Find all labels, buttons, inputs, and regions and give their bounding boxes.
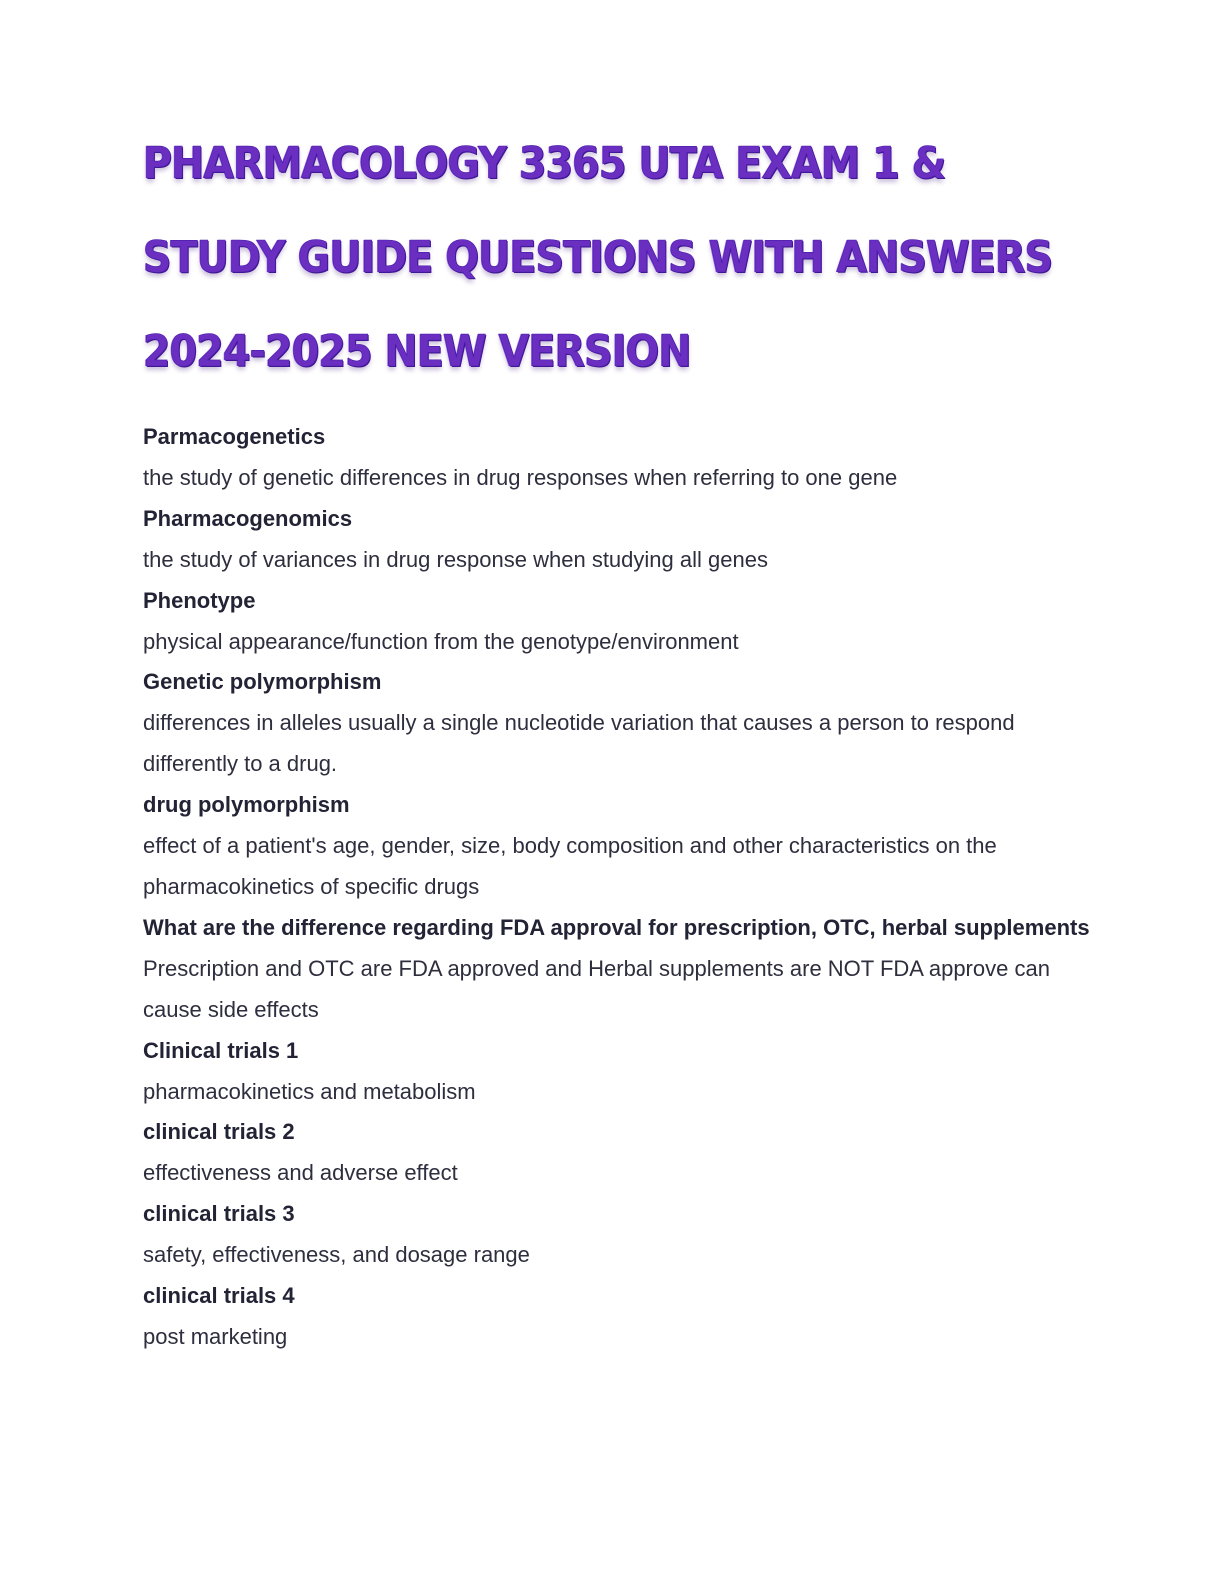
definition: pharmacokinetics and metabolism (143, 1078, 476, 1104)
qa-item (143, 1031, 1103, 1113)
term: clinical trials 2 (143, 1119, 295, 1145)
definition: the study of variances in drug response when studying all genes (143, 546, 768, 572)
definition: Prescription and OTC are FDA approved and Herbal supplements are NOT FDA approve can cause side effects (143, 955, 1050, 1022)
term: Clinical trials 1 (143, 1037, 299, 1063)
definition: differences in alleles usually a single nucleotide variation that causes a person to respond differently to a drug. (143, 710, 1015, 777)
definition: effectiveness and adverse effect (143, 1160, 458, 1186)
term: Genetic polymorphism (143, 669, 382, 695)
qa-item (143, 662, 1103, 785)
document-title (143, 140, 1103, 422)
term: drug polymorphism (143, 792, 350, 818)
term: What are the difference regarding FDA approval for prescription, OTC, herbal supplements (143, 914, 1090, 940)
term: clinical trials 3 (143, 1201, 295, 1227)
title-line-2: STUDY GUIDE QUESTIONS WITH ANSWERS (143, 232, 1053, 283)
term: Phenotype (143, 587, 256, 613)
qa-item (143, 499, 1103, 581)
qa-item (143, 1276, 1103, 1358)
term: Parmacogenetics (143, 424, 326, 449)
qa-item (143, 581, 1103, 663)
definition: the study of genetic differences in drug responses when referring to one gene (143, 464, 898, 490)
qa-item (143, 1194, 1103, 1276)
definition: safety, effectiveness, and dosage range (143, 1242, 530, 1268)
qa-item (143, 417, 1103, 499)
definition: post marketing (143, 1323, 288, 1349)
term: Pharmacogenomics (143, 505, 353, 531)
definition: physical appearance/function from the genotype/environment (143, 628, 739, 654)
term: clinical trials 4 (143, 1283, 295, 1309)
definition: effect of a patient's age, gender, size, body composition and other characteristics on the pharmacokinetics of specific drugs (143, 833, 997, 899)
qa-item (143, 785, 1103, 908)
qa-item (143, 908, 1103, 1031)
qa-item (143, 1112, 1103, 1194)
title-line-1: PHARMACOLOGY 3365 UTA EXAM 1 & (143, 138, 946, 189)
question-answer-list (143, 417, 1103, 1358)
title-line-3: 2024-2025 NEW VERSION (143, 326, 691, 377)
